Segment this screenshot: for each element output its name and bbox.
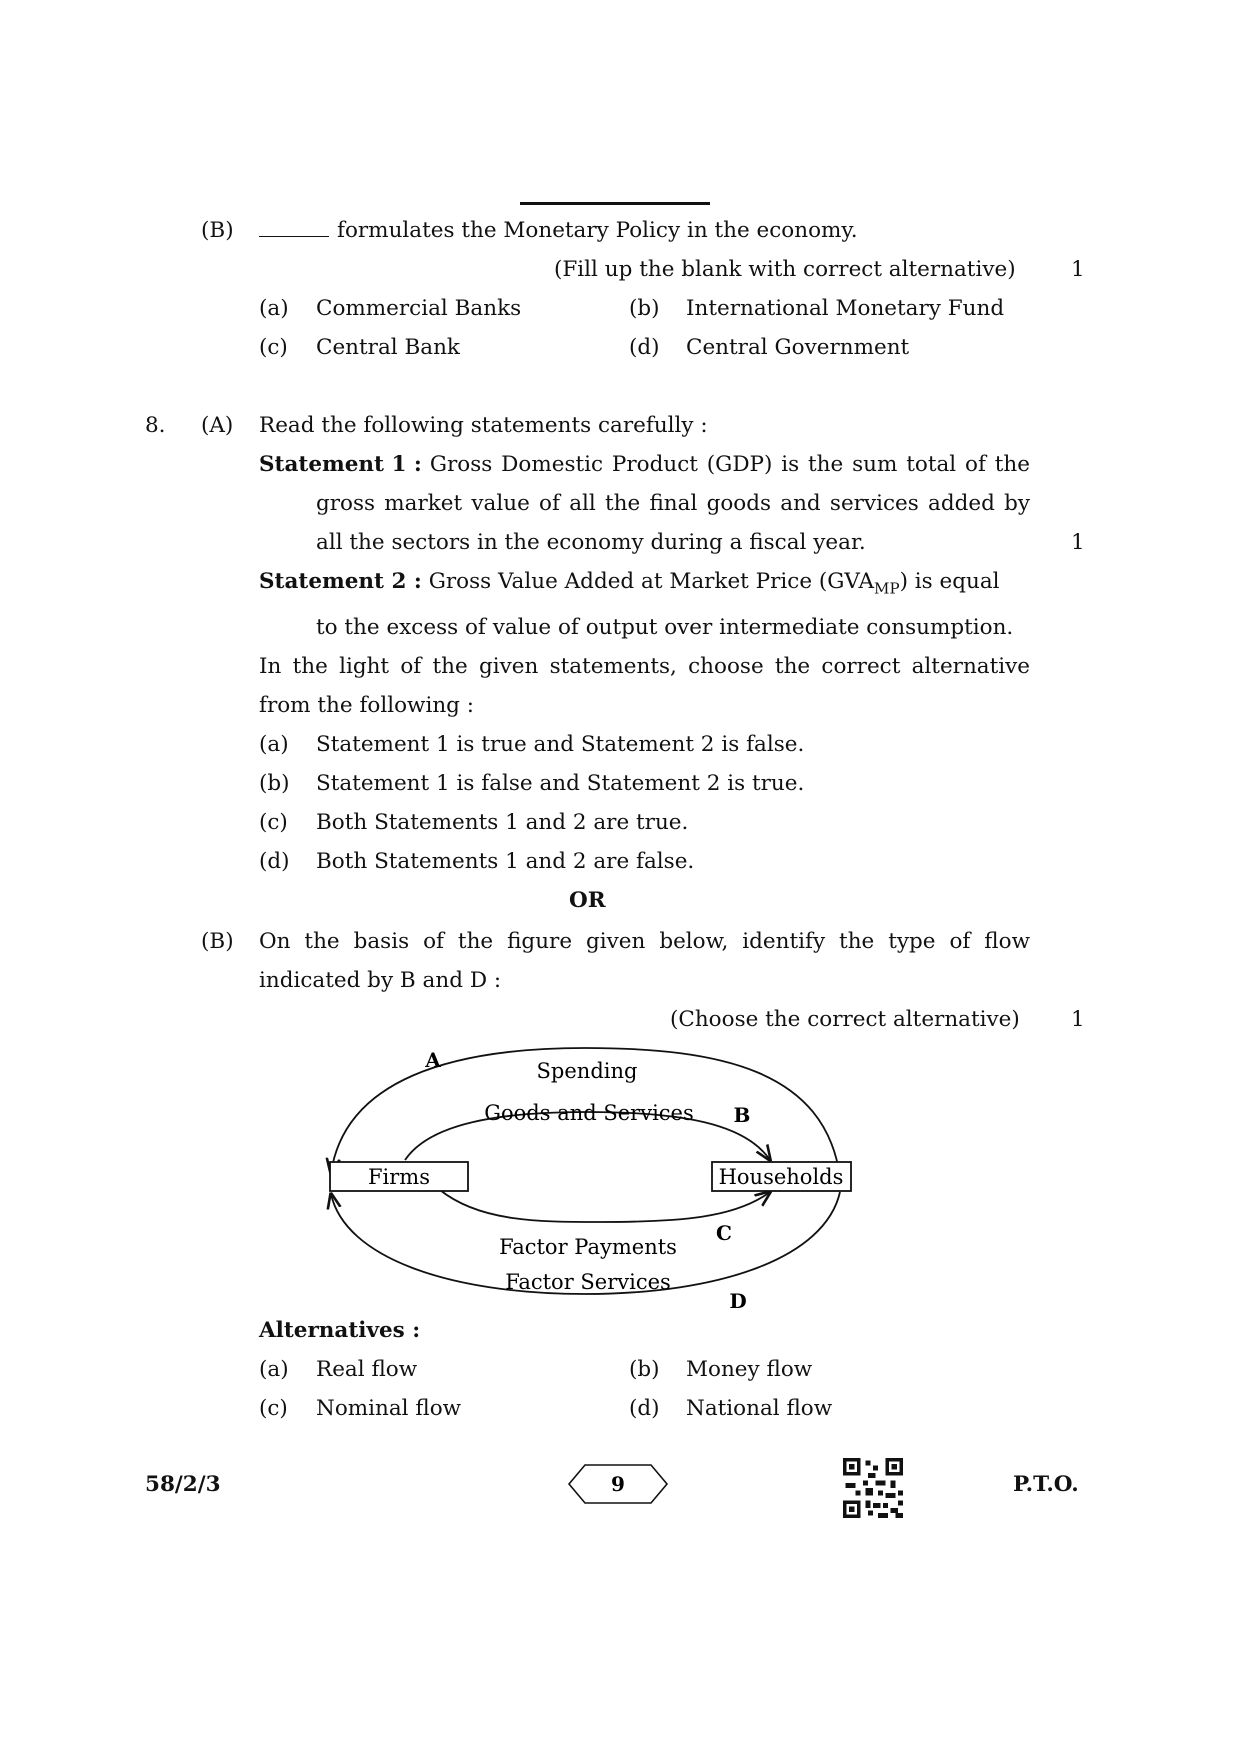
q8b-line1: On the basis of the figure given below, identify the type of flow: [259, 929, 1030, 954]
q8-number: 8.: [145, 413, 166, 438]
q8a-intro: Read the following statements carefully :: [259, 413, 708, 438]
q8b-option-c-key: (c): [259, 1396, 288, 1421]
q8a-option-c-text: Both Statements 1 and 2 are true.: [316, 810, 689, 835]
q8b-option-b-text: Money flow: [686, 1357, 813, 1382]
page-number-badge: [567, 1463, 669, 1505]
q7b-text: formulates the Monetary Policy in the economy.: [337, 218, 858, 243]
flow-label-a: A: [425, 1048, 441, 1072]
q7b-option-c-key: (c): [259, 335, 288, 360]
flow-arrow-c: [440, 1190, 770, 1222]
q8b-line2: indicated by B and D :: [259, 968, 502, 993]
q7b-label: (B): [201, 218, 234, 243]
spending-label: Spending: [536, 1059, 638, 1083]
q7b-option-d-text: Central Government: [686, 335, 910, 360]
alternatives-label: Alternatives :: [259, 1318, 421, 1343]
q8b-option-b-key: (b): [629, 1357, 660, 1382]
q8b-option-a-key: (a): [259, 1357, 289, 1382]
statement-2-label: Statement 2 :: [259, 569, 422, 594]
q8a-option-d-text: Both Statements 1 and 2 are false.: [316, 849, 695, 874]
q7b-option-b-key: (b): [629, 296, 660, 321]
q8b-option-d-text: National flow: [686, 1396, 833, 1421]
q8a-question-line2: from the following :: [259, 693, 475, 718]
statement-2-line2: to the excess of value of output over intermediate consumption.: [316, 615, 1014, 640]
flow-label-c: C: [716, 1221, 732, 1245]
q7b-instruction: (Fill up the blank with correct alternative): [554, 257, 1016, 282]
factor-payments-label: Factor Payments: [499, 1235, 677, 1259]
statement-2-pre: Gross Value Added at Market Price (GVA: [428, 569, 875, 594]
households-label: Households: [718, 1165, 844, 1189]
q7b-option-a-key: (a): [259, 296, 289, 321]
paper-code: 58/2/3: [145, 1472, 221, 1497]
q7b-option-d-key: (d): [629, 335, 660, 360]
q8b-instruction: (Choose the correct alternative): [670, 1007, 1020, 1032]
q8a-option-d-key: (d): [259, 849, 290, 874]
q8a-question-line1: In the light of the given statements, choose the correct alternative: [259, 654, 1030, 679]
pto-label: P.T.O.: [1013, 1472, 1079, 1497]
q7b-marks: 1: [1071, 257, 1085, 282]
or-separator: OR: [569, 888, 606, 913]
statement-1-text: Gross Domestic Product (GDP) is the sum total of the: [429, 452, 1030, 477]
q8b-option-a-text: Real flow: [316, 1357, 418, 1382]
q8b-option-d-key: (d): [629, 1396, 660, 1421]
factor-services-label: Factor Services: [505, 1270, 671, 1294]
goods-services-label: Goods and Services: [484, 1101, 694, 1125]
flow-label-b: B: [733, 1103, 751, 1127]
statement-2-post: ) is equal: [899, 569, 1000, 594]
q7b-option-a-text: Commercial Banks: [316, 296, 522, 321]
q7b-option-b-text: International Monetary Fund: [686, 296, 1005, 321]
flow-label-d: D: [729, 1289, 747, 1313]
q8a-option-c-key: (c): [259, 810, 288, 835]
statement-1-line2: gross market value of all the final goods and services added by: [316, 491, 1030, 516]
q8a-option-b-text: Statement 1 is false and Statement 2 is true.: [316, 771, 805, 796]
statement-2-sub: MP: [874, 579, 900, 598]
statement-1-line3: all the sectors in the economy during a fiscal year.: [316, 530, 866, 555]
q8a-option-b-key: (b): [259, 771, 290, 796]
firms-label: Firms: [367, 1165, 431, 1189]
q8a-option-a-key: (a): [259, 732, 289, 757]
q8b-label: (B): [201, 929, 234, 954]
q8a-option-a-text: Statement 1 is true and Statement 2 is false.: [316, 732, 805, 757]
q7b-option-c-text: Central Bank: [316, 335, 460, 360]
page-number: 9: [611, 1472, 625, 1496]
statement-1-label: Statement 1 :: [259, 452, 422, 477]
q8a-marks: 1: [1071, 530, 1085, 555]
q8b-option-c-text: Nominal flow: [316, 1396, 462, 1421]
q8a-label: (A): [201, 413, 234, 438]
qr-code-icon: [843, 1458, 903, 1518]
q8b-marks: 1: [1071, 1007, 1085, 1032]
